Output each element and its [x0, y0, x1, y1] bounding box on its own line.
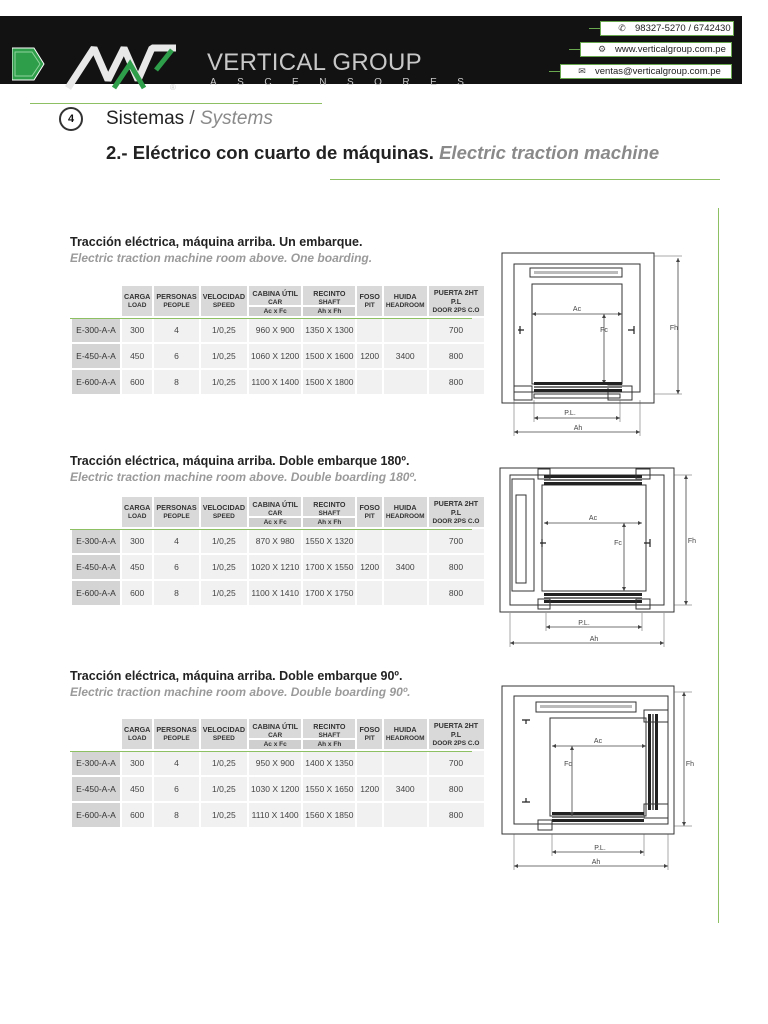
- model-code-cell: E-300-A-A: [72, 751, 120, 775]
- table-header-rule: [70, 318, 472, 319]
- globe-icon: ⚙: [597, 44, 607, 54]
- header-pit: FOSO PIT: [357, 719, 381, 749]
- divider-top: [30, 103, 322, 104]
- label-ac: Ac: [593, 738, 603, 745]
- car-cell: 1100 X 1410: [249, 581, 301, 605]
- speed-cell: 1/0,25: [201, 751, 247, 775]
- label-fc: Fc: [614, 540, 622, 547]
- block-subtitle: Electric traction machine room above. Double boarding 180º.: [70, 470, 418, 484]
- table-row: [72, 581, 484, 605]
- door-cell: 700: [429, 529, 484, 553]
- shaft-cell: 1350 X 1300: [303, 318, 355, 342]
- header-headroom: HUIDA HEADROOM: [384, 497, 427, 527]
- pit-cell: 1200: [357, 777, 381, 801]
- model-code-cell: E-450-A-A: [72, 777, 120, 801]
- label-fh: Fh: [687, 538, 697, 545]
- envelope-icon: ✉: [578, 66, 586, 76]
- label-pl: P.L.: [564, 410, 576, 417]
- label-ah: Ah: [589, 636, 599, 643]
- car-cell: 1030 X 1200: [249, 777, 301, 801]
- header-car: CABINA ÚTIL CAR Ac x Fc: [249, 286, 301, 316]
- door-cell: 800: [429, 581, 484, 605]
- elevator-plan-drawing: [498, 252, 688, 443]
- shaft-cell: 1400 X 1350: [303, 751, 355, 775]
- spec-table: [70, 717, 486, 829]
- contact-phone[interactable]: [600, 21, 734, 36]
- shaft-cell: 1700 X 1550: [303, 555, 355, 579]
- load-cell: 450: [122, 555, 152, 579]
- header-people: PERSONAS PEOPLE: [154, 497, 198, 527]
- table-header-rule: [70, 751, 472, 752]
- header-load: CARGA LOAD: [122, 286, 152, 316]
- elevator-plan-drawing: [498, 684, 698, 875]
- block-subtitle: Electric traction machine room above. One boarding.: [70, 251, 373, 265]
- header-load: CARGA LOAD: [122, 497, 152, 527]
- table-row: [72, 529, 484, 553]
- block-title: Tracción eléctrica, máquina arriba. Un embarque.: [70, 235, 363, 249]
- shaft-cell: 1700 X 1750: [303, 581, 355, 605]
- headroom-cell: 3400: [384, 777, 427, 801]
- model-code-cell: E-450-A-A: [72, 344, 120, 368]
- car-cell: 1100 X 1400: [249, 370, 301, 394]
- block-title: Tracción eléctrica, máquina arriba. Doble embarque 90º.: [70, 669, 403, 683]
- header-door: PUERTA 2HT P.L DOOR 2PS C.O: [429, 497, 484, 527]
- header-blank: [72, 719, 120, 749]
- door-cell: 700: [429, 318, 484, 342]
- car-cell: 950 X 900: [249, 751, 301, 775]
- table-row: [72, 751, 484, 775]
- car-cell: 960 X 900: [249, 318, 301, 342]
- door-cell: 800: [429, 370, 484, 394]
- brand-name: VERTICAL GROUP: [207, 49, 422, 76]
- headroom-cell: [384, 370, 427, 394]
- load-cell: 600: [122, 581, 152, 605]
- elevator-plan-drawing: [498, 465, 698, 656]
- section-title-separator: /: [189, 108, 195, 129]
- table-header-row: [72, 286, 484, 316]
- people-cell: 4: [154, 529, 198, 553]
- speed-cell: 1/0,25: [201, 318, 247, 342]
- header-door: PUERTA 2HT P.L DOOR 2PS C.O: [429, 719, 484, 749]
- website-text[interactable]: www.verticalgroup.com.pe: [615, 44, 726, 55]
- vertical-group-logo: [64, 40, 186, 92]
- people-cell: 4: [154, 318, 198, 342]
- speed-cell: 1/0,25: [201, 529, 247, 553]
- shaft-cell: 1550 X 1320: [303, 529, 355, 553]
- table-header-rule: [70, 529, 472, 530]
- door-cell: 800: [429, 777, 484, 801]
- header-headroom: HUIDA HEADROOM: [384, 719, 427, 749]
- header-car: CABINA ÚTIL CAR Ac x Fc: [249, 719, 301, 749]
- model-code-cell: E-600-A-A: [72, 581, 120, 605]
- headroom-cell: 3400: [384, 555, 427, 579]
- people-cell: 6: [154, 344, 198, 368]
- load-cell: 600: [122, 803, 152, 827]
- car-cell: 870 X 980: [249, 529, 301, 553]
- headroom-cell: [384, 803, 427, 827]
- phone-icon: ✆: [618, 23, 626, 33]
- header-door: PUERTA 2HT P.L DOOR 2PS C.O: [429, 286, 484, 316]
- shaft-cell: 1500 X 1600: [303, 344, 355, 368]
- shaft-cell: 1560 X 1850: [303, 803, 355, 827]
- table-row: [72, 777, 484, 801]
- model-code-cell: E-600-A-A: [72, 370, 120, 394]
- header-people: PERSONAS PEOPLE: [154, 719, 198, 749]
- section-title-es: Sistemas: [106, 108, 185, 129]
- table-row: [72, 555, 484, 579]
- model-code-cell: E-600-A-A: [72, 803, 120, 827]
- shaft-cell: 1500 X 1800: [303, 370, 355, 394]
- table-row: [72, 803, 484, 827]
- header-pit: FOSO PIT: [357, 497, 381, 527]
- section-subtitle-es: 2.- Eléctrico con cuarto de máquinas.: [106, 142, 434, 163]
- section-number-icon: 4: [59, 107, 83, 131]
- section-subtitle: [106, 142, 659, 164]
- header-speed: VELOCIDAD SPEED: [201, 497, 247, 527]
- section-title-en: Systems: [199, 108, 273, 129]
- pit-cell: [357, 318, 381, 342]
- table-row: [72, 318, 484, 342]
- label-pl: P.L.: [594, 845, 606, 852]
- pit-cell: [357, 529, 381, 553]
- load-cell: 450: [122, 344, 152, 368]
- header-shaft: RECINTO SHAFT Ah x Fh: [303, 719, 355, 749]
- label-fh: Fh: [669, 325, 679, 332]
- door-cell: 800: [429, 555, 484, 579]
- email-text[interactable]: ventas@verticalgroup.com.pe: [595, 66, 721, 77]
- speed-cell: 1/0,25: [201, 777, 247, 801]
- speed-cell: 1/0,25: [201, 344, 247, 368]
- header-blank: [72, 286, 120, 316]
- pit-cell: [357, 803, 381, 827]
- header-headroom: HUIDA HEADROOM: [384, 286, 427, 316]
- people-cell: 8: [154, 803, 198, 827]
- pit-cell: [357, 370, 381, 394]
- pit-cell: [357, 581, 381, 605]
- pit-cell: 1200: [357, 555, 381, 579]
- spec-table: [70, 495, 486, 607]
- car-cell: 1060 X 1200: [249, 344, 301, 368]
- door-cell: 800: [429, 344, 484, 368]
- header-speed: VELOCIDAD SPEED: [201, 286, 247, 316]
- section-title: [106, 108, 273, 130]
- shaft-cell: 1550 X 1650: [303, 777, 355, 801]
- section-subtitle-en: Electric traction machine: [439, 142, 660, 163]
- load-cell: 300: [122, 751, 152, 775]
- speed-cell: 1/0,25: [201, 581, 247, 605]
- model-code-cell: E-300-A-A: [72, 529, 120, 553]
- header-shaft: RECINTO SHAFT Ah x Fh: [303, 497, 355, 527]
- header-people: PERSONAS PEOPLE: [154, 286, 198, 316]
- table-row: [72, 344, 484, 368]
- door-cell: 800: [429, 803, 484, 827]
- headroom-cell: [384, 581, 427, 605]
- table-header-row: [72, 497, 484, 527]
- header-shaft: RECINTO SHAFT Ah x Fh: [303, 286, 355, 316]
- block-title: Tracción eléctrica, máquina arriba. Doble embarque 180º.: [70, 454, 410, 468]
- header-blank: [72, 497, 120, 527]
- speed-cell: 1/0,25: [201, 370, 247, 394]
- header-pit: FOSO PIT: [357, 286, 381, 316]
- pit-cell: 1200: [357, 344, 381, 368]
- label-fc: Fc: [564, 761, 572, 768]
- car-cell: 1110 X 1400: [249, 803, 301, 827]
- load-cell: 600: [122, 370, 152, 394]
- label-fh: Fh: [685, 761, 695, 768]
- header-load: CARGA LOAD: [122, 719, 152, 749]
- model-code-cell: E-450-A-A: [72, 555, 120, 579]
- table-header-row: [72, 719, 484, 749]
- pit-cell: [357, 751, 381, 775]
- speed-cell: 1/0,25: [201, 803, 247, 827]
- people-cell: 4: [154, 751, 198, 775]
- label-ah: Ah: [591, 859, 601, 866]
- speed-cell: 1/0,25: [201, 555, 247, 579]
- table-row: [72, 370, 484, 394]
- door-cell: 700: [429, 751, 484, 775]
- divider-vertical: [718, 208, 719, 923]
- label-ac: Ac: [588, 515, 598, 522]
- load-cell: 300: [122, 529, 152, 553]
- people-cell: 8: [154, 581, 198, 605]
- load-cell: 300: [122, 318, 152, 342]
- label-ac: Ac: [572, 306, 582, 313]
- people-cell: 6: [154, 555, 198, 579]
- header-car: CABINA ÚTIL CAR Ac x Fc: [249, 497, 301, 527]
- header-speed: VELOCIDAD SPEED: [201, 719, 247, 749]
- people-cell: 6: [154, 777, 198, 801]
- headroom-cell: [384, 751, 427, 775]
- label-pl: P.L.: [578, 620, 590, 627]
- headroom-cell: [384, 318, 427, 342]
- divider-mid: [330, 179, 720, 180]
- contact-email[interactable]: [560, 64, 732, 79]
- label-ah: Ah: [573, 425, 583, 432]
- svg-text:®: ®: [170, 83, 176, 92]
- load-cell: 450: [122, 777, 152, 801]
- headroom-cell: 3400: [384, 344, 427, 368]
- people-cell: 8: [154, 370, 198, 394]
- phone-text: 98327-5270 / 6742430: [635, 23, 731, 34]
- block-subtitle: Electric traction machine room above. Double boarding 90º.: [70, 685, 411, 699]
- contact-website[interactable]: [580, 42, 732, 57]
- spec-table: [70, 284, 486, 396]
- brand-subtitle: ASCENSORES: [210, 77, 485, 88]
- headroom-cell: [384, 529, 427, 553]
- label-fc: Fc: [600, 327, 608, 334]
- model-code-cell: E-300-A-A: [72, 318, 120, 342]
- car-cell: 1020 X 1210: [249, 555, 301, 579]
- hexagon-icon: [12, 44, 46, 84]
